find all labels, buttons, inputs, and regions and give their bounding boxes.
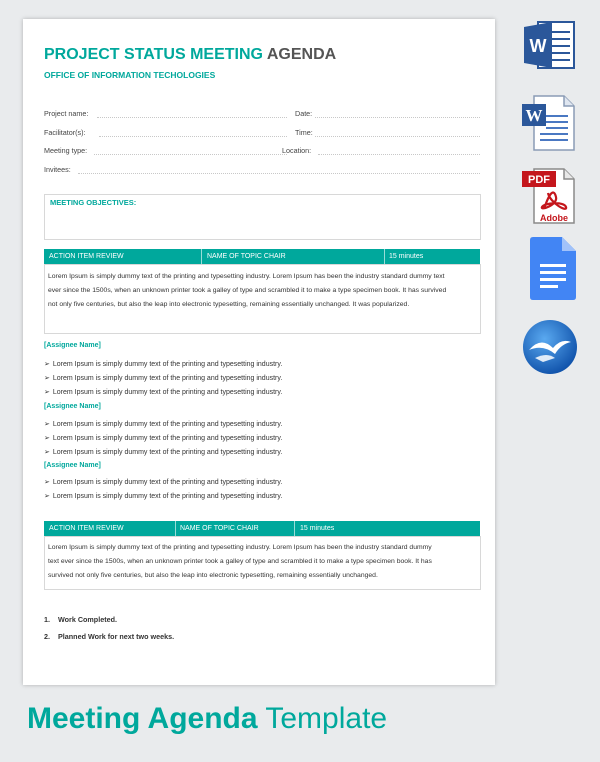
time-label: Time: — [295, 128, 313, 137]
document-subtitle: OFFICE OF INFORMATION TECHOLOGIES — [44, 70, 216, 80]
word-doc-icon[interactable] — [520, 94, 578, 152]
item-text: Planned Work for next two weeks. — [58, 632, 175, 641]
agenda-document — [23, 19, 495, 685]
bullet-item — [44, 360, 282, 368]
openoffice-icon[interactable] — [521, 318, 579, 376]
location-label: Location: — [282, 146, 312, 155]
meeting-type-line — [94, 154, 287, 155]
section1-line: not only five centuries, but also the leap into electronic typesetting, remaining essentially unchanged. It was popularized. — [48, 301, 410, 308]
section2-divider-2 — [294, 521, 295, 536]
section2-divider-1 — [175, 521, 176, 536]
section2-line: survived not only five centuries, but also the leap into electronic typesetting, remaining essentially unchanged. — [48, 572, 378, 579]
section1-header-bar — [44, 249, 480, 264]
section1-line: Lorem Ipsum is simply dummy text of the printing and typesetting industry. Lorem Ipsum has been the industry standard dummy text — [48, 273, 445, 280]
arrow-bullet-icon: ➢ — [44, 449, 50, 456]
title-highlight: PROJECT STATUS MEETING — [44, 46, 263, 63]
section1-col-action: ACTION ITEM REVIEW — [49, 253, 124, 260]
bullet-item — [44, 448, 282, 456]
pdf-label: PDF — [528, 174, 550, 186]
objectives-box — [44, 194, 481, 240]
section2-col-duration: 15 minutes — [300, 525, 335, 532]
bullet-text: Lorem Ipsum is simply dummy text of the printing and typesetting industry. — [52, 479, 283, 486]
title-rest: AGENDA — [266, 46, 337, 63]
project-name-label: Project name: — [44, 109, 89, 118]
section1-paragraph — [48, 270, 446, 312]
google-docs-icon[interactable] — [528, 236, 578, 302]
section1-line: ever since the 1500s, when an unknown printer took a galley of type and scrambled it to make a type specimen book. It has survived — [48, 287, 447, 294]
project-name-line — [97, 117, 287, 118]
bullet-item — [44, 492, 282, 500]
bullet-item — [44, 420, 282, 428]
bullet-text: Lorem Ipsum is simply dummy text of the printing and typesetting industry. — [52, 375, 283, 382]
word-icon[interactable] — [522, 20, 576, 70]
word-doc-letter: W — [525, 106, 543, 125]
section2-line: text ever since the 1500s, when an unknown printer took a galley of type and scrambled it to make a type specimen book. It has — [48, 558, 432, 565]
assignee-heading: [Assignee Name] — [44, 342, 101, 349]
section2-col-chair: NAME OF TOPIC CHAIR — [180, 525, 259, 532]
arrow-bullet-icon: ➢ — [44, 435, 50, 442]
section2-paragraph — [48, 541, 432, 583]
document-title — [44, 46, 336, 64]
bullet-text: Lorem Ipsum is simply dummy text of the printing and typesetting industry. — [52, 421, 283, 428]
item-text: Work Completed. — [58, 615, 117, 624]
section2-col-action: ACTION ITEM REVIEW — [49, 525, 124, 532]
bullet-text: Lorem Ipsum is simply dummy text of the printing and typesetting industry. — [52, 435, 283, 442]
arrow-bullet-icon: ➢ — [44, 361, 50, 368]
assignee-heading: [Assignee Name] — [44, 403, 101, 410]
invitees-label: Invitees: — [44, 165, 71, 174]
time-line — [315, 136, 480, 137]
item-number: 2. — [44, 632, 50, 641]
location-line — [318, 154, 480, 155]
bullet-text: Lorem Ipsum is simply dummy text of the printing and typesetting industry. — [52, 493, 283, 500]
facilitator-line — [99, 136, 287, 137]
numbered-item-2 — [44, 632, 174, 641]
bullet-text: Lorem Ipsum is simply dummy text of the printing and typesetting industry. — [52, 389, 283, 396]
adobe-label: Adobe — [540, 213, 568, 223]
bullet-text: Lorem Ipsum is simply dummy text of the printing and typesetting industry. — [52, 361, 283, 368]
caption-bold: Meeting Agenda — [27, 702, 258, 735]
section1-divider-1 — [201, 249, 202, 264]
bullet-item — [44, 388, 282, 396]
section1-divider-2 — [384, 249, 385, 264]
arrow-bullet-icon: ➢ — [44, 493, 50, 500]
section1-col-chair: NAME OF TOPIC CHAIR — [207, 253, 286, 260]
section1-col-duration: 15 minutes — [389, 253, 424, 260]
numbered-item-1 — [44, 615, 117, 624]
item-number: 1. — [44, 615, 50, 624]
objectives-label: MEETING OBJECTIVES: — [50, 198, 137, 207]
word-letter: W — [529, 36, 547, 56]
date-label: Date: — [295, 109, 313, 118]
section2-header-bar — [44, 521, 480, 536]
arrow-bullet-icon: ➢ — [44, 389, 50, 396]
date-line — [315, 117, 480, 118]
bullet-item — [44, 374, 282, 382]
caption-regular: Template — [265, 702, 388, 735]
meeting-type-label: Meeting type: — [44, 146, 88, 155]
bullet-item — [44, 478, 282, 486]
invitees-line — [78, 173, 480, 174]
arrow-bullet-icon: ➢ — [44, 479, 50, 486]
bullet-text: Lorem Ipsum is simply dummy text of the printing and typesetting industry. — [52, 449, 283, 456]
page-caption — [27, 702, 387, 736]
facilitator-label: Facilitator(s): — [44, 128, 86, 137]
bullet-item — [44, 434, 282, 442]
assignee-heading: [Assignee Name] — [44, 462, 101, 469]
section2-line: Lorem Ipsum is simply dummy text of the printing and typesetting industry. Lorem Ipsum has been the industry standard dummy — [48, 544, 432, 551]
arrow-bullet-icon: ➢ — [44, 375, 50, 382]
pdf-icon[interactable] — [520, 167, 578, 225]
arrow-bullet-icon: ➢ — [44, 421, 50, 428]
